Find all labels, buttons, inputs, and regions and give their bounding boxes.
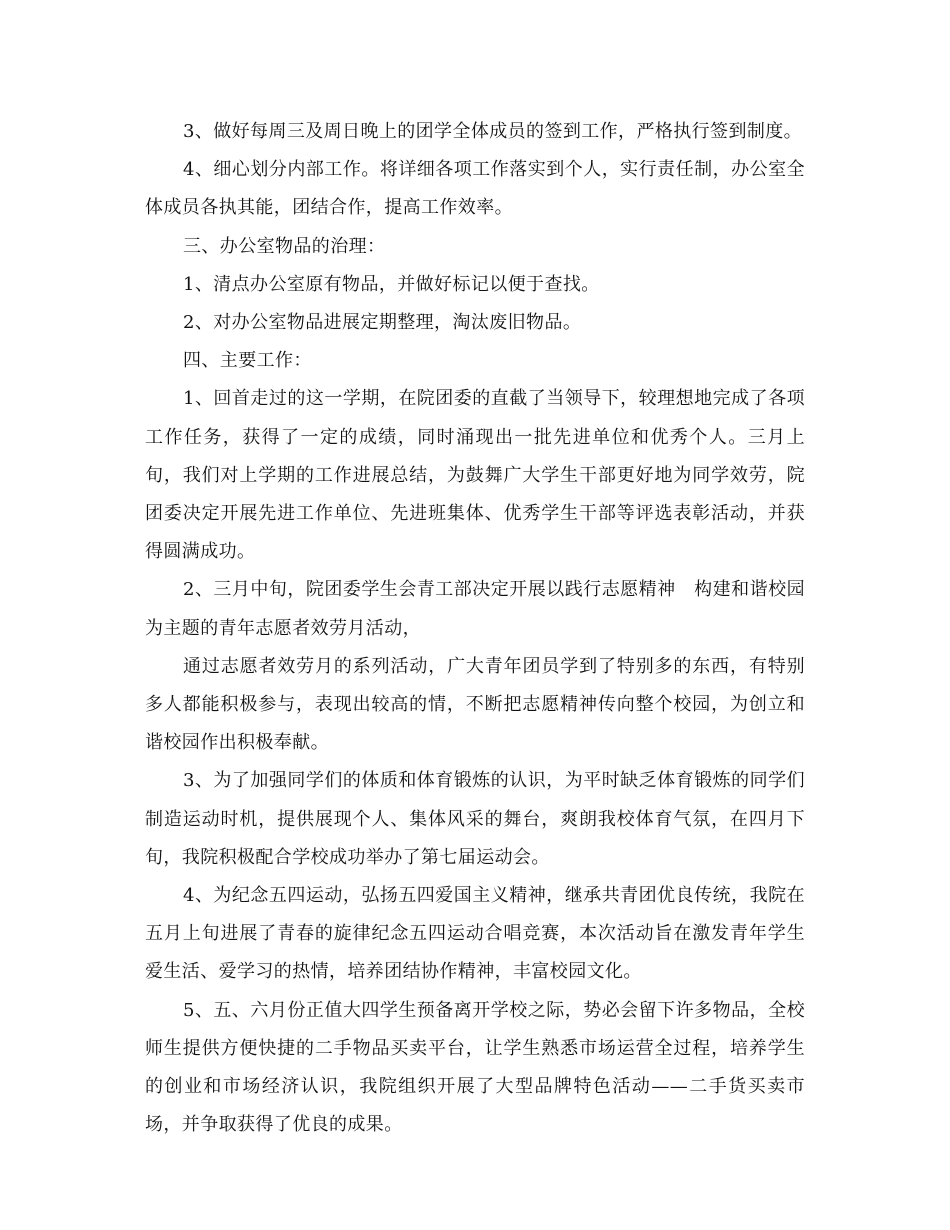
paragraph-item-2-sorting: 2、对办公室物品进展定期整理，淘汰废旧物品。 bbox=[183, 312, 582, 334]
paragraph-work-1-review: 1、回首走过的这一学期，在院团委的直截了当领导下，较理想地完成了各项工作任务，获得了一定的成绩，同时涌现出一批先进单位和优秀个人。三月上旬，我们对上学期的工作进展总结，为鼓舞广大学生干部更好地为同学效劳，院团委决定开展先进工作单位、先进班集体、优秀学生干部等评选表彰活动，并获得圆满成功。 bbox=[145, 388, 805, 563]
document-body bbox=[145, 113, 805, 1144]
paragraph-item-1-inventory: 1、清点办公室原有物品，并做好标记以便于查找。 bbox=[183, 273, 600, 295]
paragraph-item-3-signin: 3、做好每周三及周日晚上的团学全体成员的签到工作，严格执行签到制度。 bbox=[183, 121, 803, 142]
paragraph-work-2-volunteer: 2、三月中旬，院团委学生会青工部决定开展以践行志愿精神 构建和谐校园为主题的青年志愿者效劳月活动， bbox=[145, 579, 805, 639]
section-heading-main-work: 四、主要工作： bbox=[183, 350, 312, 372]
paragraph-work-3-sports: 3、为了加强同学们的体质和体育锻炼的认识，为平时缺乏体育锻炼的同学们制造运动时机，提供展现个人、集体风采的舞台，爽朗我校体育气氛，在四月下旬，我院积极配合学校成功举办了第七届运动会。 bbox=[145, 770, 805, 868]
section-heading-office-items: 三、办公室物品的治理： bbox=[183, 235, 386, 257]
paragraph-work-5-flea-market: 5、五、六月份正值大四学生预备离开学校之际，势必会留下许多物品，全校师生提供方便快捷的二手物品买卖平台，让学生熟悉市场运营全过程，培养学生的创业和市场经济认识，我院组织开展了大型品牌特色活动——二手货买卖市场，并争取获得了优良的成果。 bbox=[145, 999, 805, 1136]
paragraph-volunteer-results: 通过志愿者效劳月的系列活动，广大青年团员学到了特别多的东西，有特别多人都能积极参与，表现出较高的情，不断把志愿精神传向整个校园，为创立和谐校园作出积极奉献。 bbox=[145, 655, 805, 754]
paragraph-item-4-division: 4、细心划分内部工作。将详细各项工作落实到个人，实行责任制，办公室全体成员各执其能，团结合作，提高工作效率。 bbox=[145, 159, 805, 219]
paragraph-work-4-may-fourth: 4、为纪念五四运动，弘扬五四爱国主义精神，继承共青团优良传统，我院在五月上旬进展了青春的旋律纪念五四运动合唱竞赛，本次活动旨在激发青年学生爱生活、爱学习的热情，培养团结协作精神，丰富校园文化。 bbox=[145, 885, 805, 983]
